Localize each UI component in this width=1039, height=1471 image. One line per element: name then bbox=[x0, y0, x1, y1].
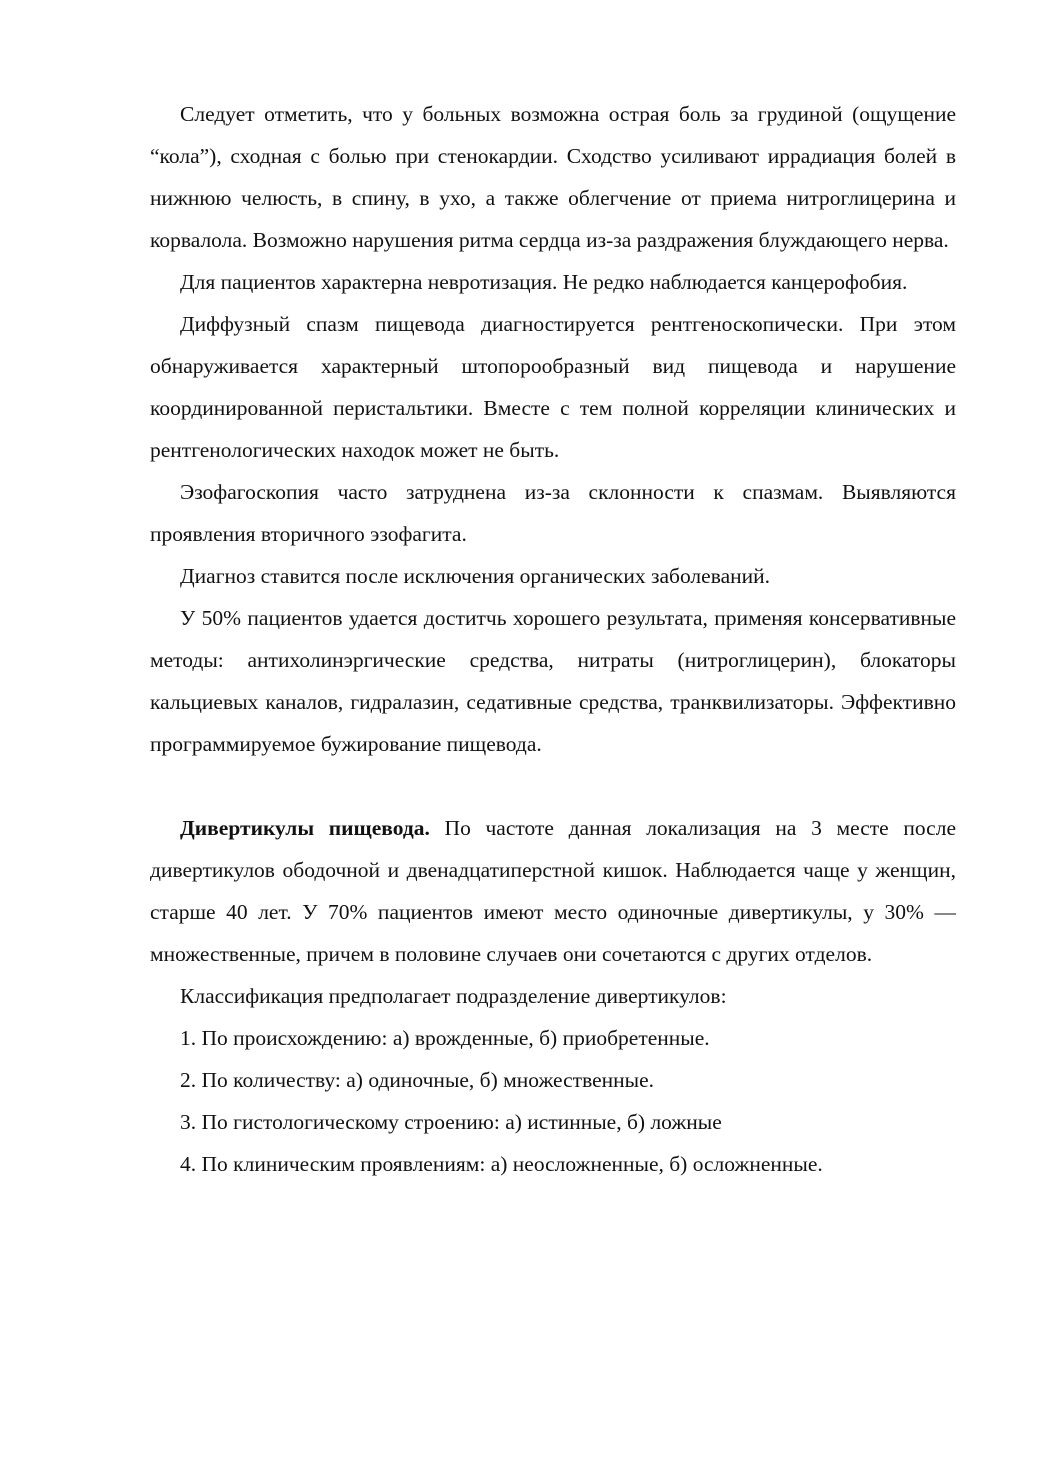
document-page bbox=[150, 93, 956, 1185]
section-spacer bbox=[150, 765, 956, 807]
paragraph-diagnosis-xray: Диффузный спазм пищевода диагностируется рентгеноскопически. При этом обнаруживается характерный штопорообразный вид пищевода и нарушение координированной перистальтики. Вместе с тем полной корреляции клинических и рентгенологических находок может не быть. bbox=[150, 312, 956, 462]
paragraph-neurotization: Для пациентов характерна невротизация. Не редко наблюдается канцерофобия. bbox=[180, 270, 908, 294]
classification-item-origin: 1. По происхождению: а) врожденные, б) приобретенные. bbox=[180, 1026, 710, 1050]
paragraph-treatment: У 50% пациентов удается доститчь хорошего результата, применяя консервативные методы: антихолинэргические средства, нитраты (нитроглицерин), блокаторы кальциевых каналов, гидралазин, седативные средства, транквилизаторы. Эффективно программируемое бужирование пищевода. bbox=[150, 606, 956, 756]
paragraph-esophagoscopy: Эзофагоскопия часто затруднена из-за склонности к спазмам. Выявляются проявления вторичного эзофагита. bbox=[150, 480, 956, 546]
classification-item-quantity: 2. По количеству: а) одиночные, б) множественные. bbox=[180, 1068, 655, 1092]
classification-lead: Классификация предполагает подразделение дивертикулов: bbox=[180, 984, 727, 1008]
classification-item-histology: 3. По гистологическому строению: а) истинные, б) ложные bbox=[180, 1110, 722, 1134]
section-heading: Дивертикулы пищевода. bbox=[180, 816, 430, 840]
section-intro-text: По частоте данная локализация на 3 месте после дивертикулов ободочной и двенадцатиперстной кишок. Наблюдается чаще у женщин, старше 40 лет. У 70% пациентов имеют место одиночные дивертикулы, у 30% — множественные, причем в половине случаев они сочетаются с других отделов. bbox=[150, 816, 956, 966]
paragraph-diagnosis: Диагноз ставится после исключения органических заболеваний. bbox=[180, 564, 771, 588]
section-diverticula-intro bbox=[150, 807, 956, 975]
paragraph-chest-pain: Следует отметить, что у больных возможна острая боль за грудиной (ощущение “кола”), сходная с болью при стенокардии. Сходство усиливают иррадиация болей в нижнюю челюсть, в спину, в ухо, а также облегчение от приема нитроглицерина и корвалола. Возможно нарушения ритма сердца из-за раздражения блуждающего нерва. bbox=[150, 102, 956, 252]
classification-item-clinical: 4. По клиническим проявлениям: а) неосложненные, б) осложненные. bbox=[180, 1152, 823, 1176]
